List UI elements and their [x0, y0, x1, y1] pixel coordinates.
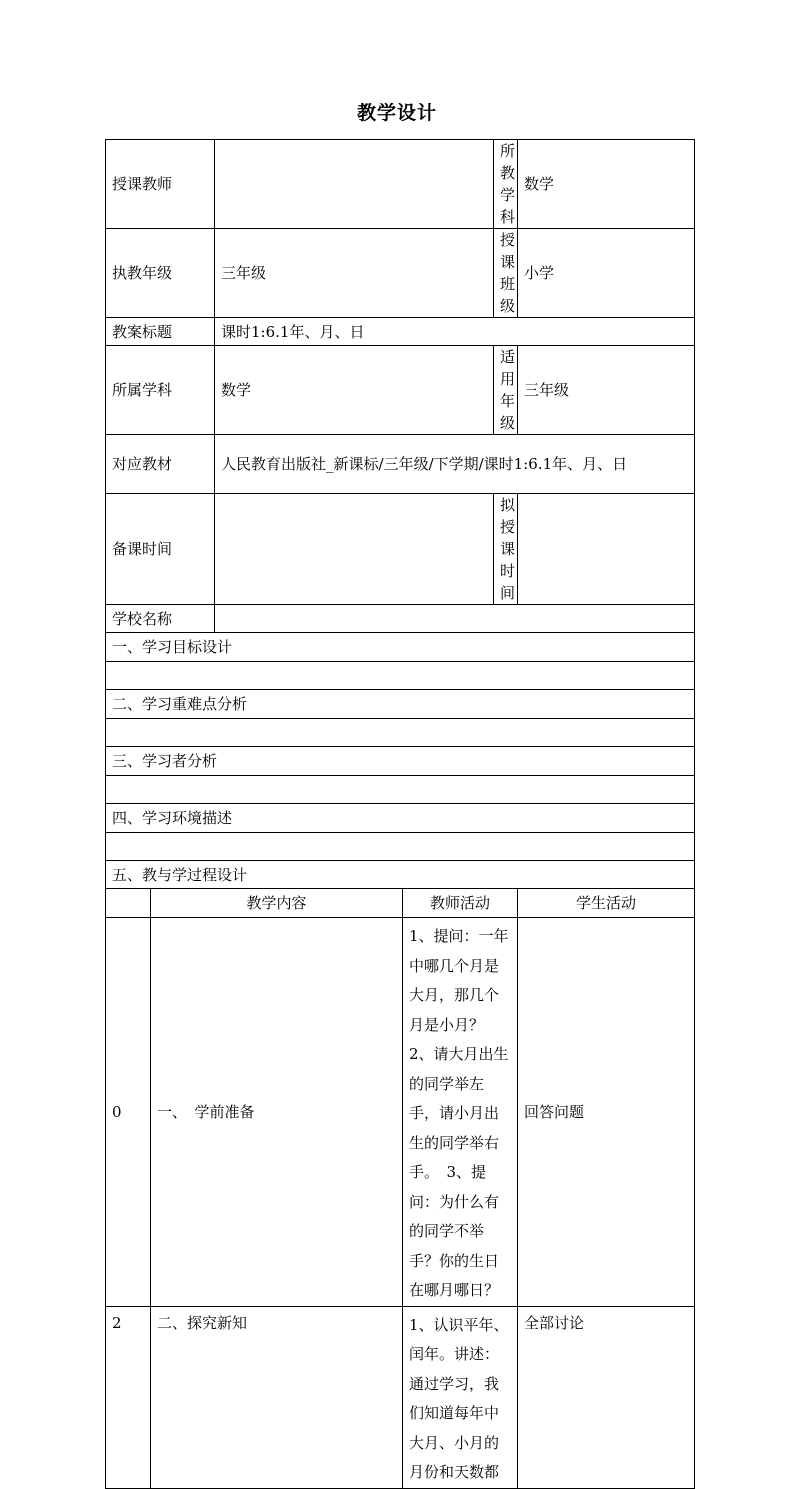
process-header-student: 学生活动 — [518, 889, 695, 918]
belong-subject-label: 所属学科 — [106, 346, 215, 435]
textbook-label: 对应教材 — [106, 435, 215, 494]
class-label: 授课班级 — [494, 229, 518, 318]
row-grade-class — [106, 229, 695, 318]
process-row-content: 二、探究新知 — [151, 1306, 403, 1488]
process-row-teacher-activity: 1、提问：一年中哪几个月是大月，那几个月是小月？ 2、请大月出生的同学举左手，请小月出生的同学举右手。 3、提问：为什么有的同学不举手？你的生日在哪月哪日？ — [403, 918, 518, 1307]
section-3-title: 三、学习者分析 — [106, 747, 695, 776]
process-row-student-activity: 全部讨论 — [518, 1306, 695, 1488]
grade-value[interactable]: 三年级 — [215, 229, 494, 318]
section-2-title: 二、学习重难点分析 — [106, 690, 695, 719]
section-2-content[interactable] — [106, 719, 695, 747]
prep-time-label: 备课时间 — [106, 494, 215, 605]
process-header-teacher: 教师活动 — [403, 889, 518, 918]
process-row-teacher-activity: 1、认识平年、闰年。讲述：通过学习，我们知道每年中大月、小月的月份和天数都 — [403, 1306, 518, 1488]
page-title: 教学设计 — [356, 102, 437, 124]
section-heading-3 — [106, 747, 695, 776]
row-textbook — [106, 435, 695, 494]
section-heading-1 — [106, 633, 695, 662]
process-row-num: 0 — [106, 918, 151, 1307]
process-row-num: 2 — [106, 1306, 151, 1488]
belong-subject-value[interactable]: 数学 — [215, 346, 494, 435]
row-school — [106, 605, 695, 633]
planned-time-label: 拟授课时间 — [494, 494, 518, 605]
process-header-num — [106, 889, 151, 918]
applicable-grade-value[interactable]: 三年级 — [518, 346, 695, 435]
subject-value[interactable]: 数学 — [518, 140, 695, 229]
process-row — [106, 1306, 695, 1488]
subject-label: 所教学科 — [494, 140, 518, 229]
section-heading-4 — [106, 804, 695, 833]
section-1-title: 一、学习目标设计 — [106, 633, 695, 662]
class-value[interactable]: 小学 — [518, 229, 695, 318]
section-heading-2 — [106, 690, 695, 719]
section-body-3 — [106, 776, 695, 804]
row-prep-time — [106, 494, 695, 605]
lesson-title-value[interactable]: 课时1:6.1年、月、日 — [215, 318, 695, 346]
section-3-content[interactable] — [106, 776, 695, 804]
teacher-value[interactable] — [215, 140, 494, 229]
prep-time-value[interactable] — [215, 494, 494, 605]
school-value[interactable] — [215, 605, 695, 633]
process-row-student-activity: 回答问题 — [518, 918, 695, 1307]
section-5-title: 五、教与学过程设计 — [106, 861, 695, 889]
textbook-value[interactable]: 人民教育出版社_新课标/三年级/下学期/课时1:6.1年、月、日 — [215, 435, 695, 494]
planned-time-value[interactable] — [518, 494, 695, 605]
lesson-design-table — [105, 139, 695, 1489]
section-body-2 — [106, 719, 695, 747]
applicable-grade-label: 适用年级 — [494, 346, 518, 435]
lesson-title-label: 教案标题 — [106, 318, 215, 346]
teacher-label: 授课教师 — [106, 140, 215, 229]
process-header-row — [106, 889, 695, 918]
section-1-content[interactable] — [106, 662, 695, 690]
row-lesson-title — [106, 318, 695, 346]
section-body-1 — [106, 662, 695, 690]
grade-label: 执教年级 — [106, 229, 215, 318]
school-label: 学校名称 — [106, 605, 215, 633]
section-heading-5 — [106, 861, 695, 889]
process-header-content: 教学内容 — [151, 889, 403, 918]
row-belong-subject — [106, 346, 695, 435]
process-row — [106, 918, 695, 1307]
row-teacher-subject — [106, 140, 695, 229]
section-body-4 — [106, 833, 695, 861]
section-4-content[interactable] — [106, 833, 695, 861]
section-4-title: 四、学习环境描述 — [106, 804, 695, 833]
process-row-content: 一、 学前准备 — [151, 918, 403, 1307]
